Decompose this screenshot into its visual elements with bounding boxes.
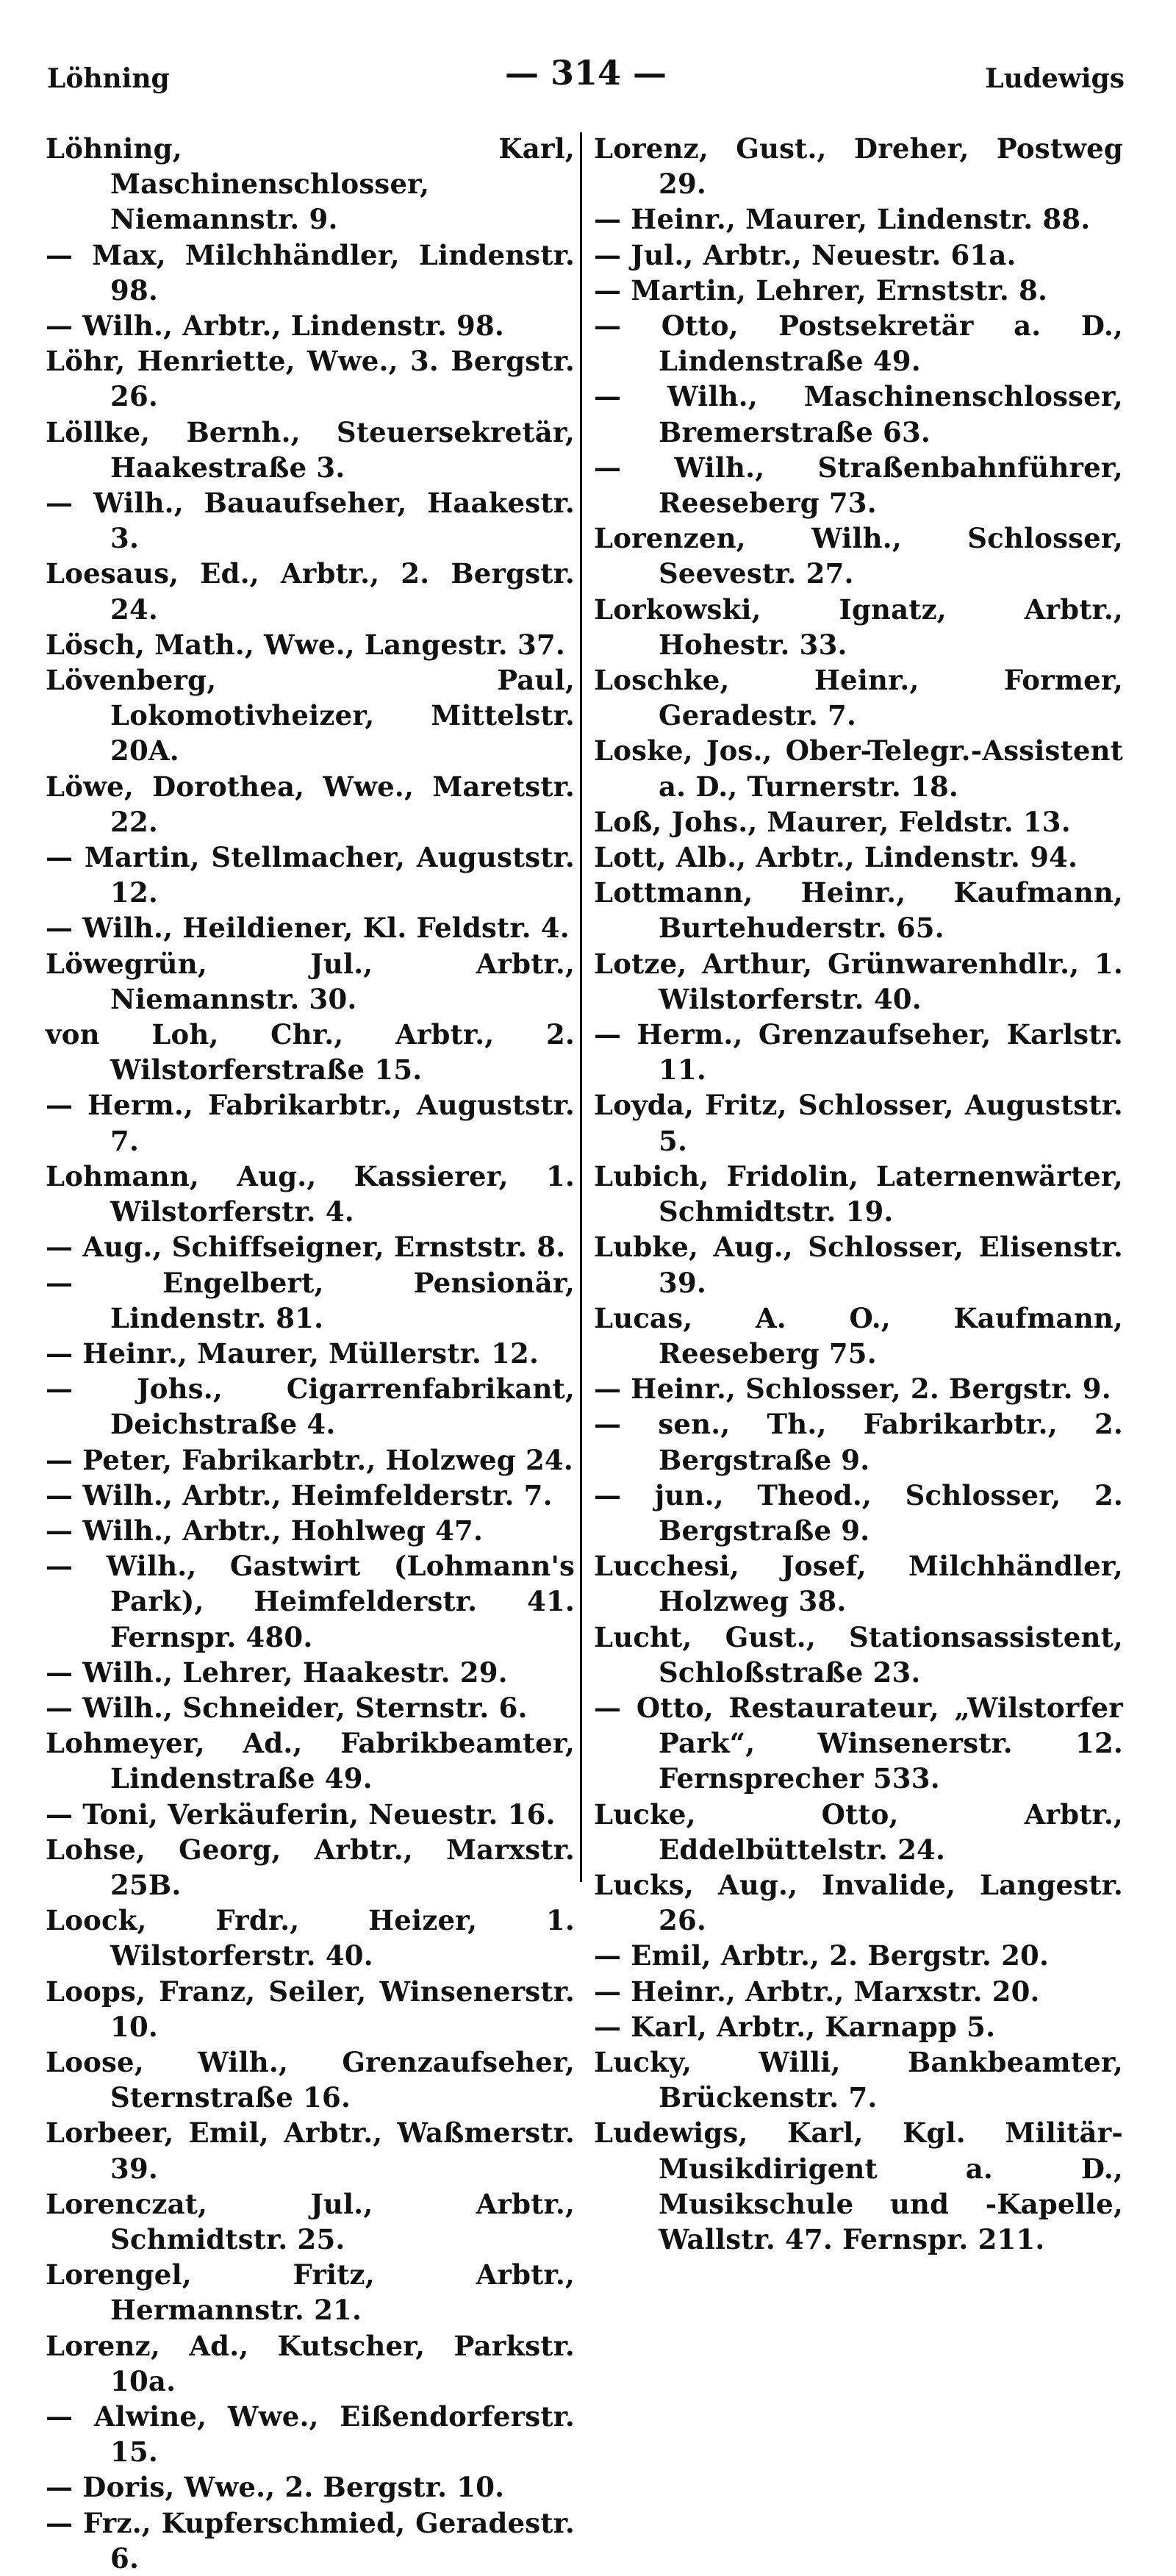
directory-entry: — Heinr., Arbtr., Marxstr. 20. (594, 1975, 1040, 2008)
column-divider (580, 132, 582, 1882)
directory-entry: — Engelbert, Pensionär, Lindenstr. 81. (46, 1266, 575, 1334)
directory-entry: Loesaus, Ed., Arbtr., 2. Bergstr. 24. (46, 557, 575, 626)
directory-entry: Ludewigs, Karl, Kgl. Militär-Musikdirigent a. D., Musikschule und -Kapelle, Wallstr. 47. Fernspr. 211. (594, 2117, 1123, 2255)
directory-entry: Lorbeer, Emil, Arbtr., Waßmerstr. 39. (46, 2117, 575, 2185)
directory-entry: Loose, Wilh., Grenzaufseher, Sternstraße 16. (46, 2045, 575, 2114)
directory-entry: Lucky, Willi, Bankbeamter, Brückenstr. 7. (594, 2045, 1123, 2114)
directory-entry: Löwe, Dorothea, Wwe., Maretstr. 22. (46, 770, 575, 838)
directory-entry: Lucchesi, Josef, Milchhändler, Holzweg 38. (594, 1550, 1123, 1618)
directory-entry: — Alwine, Wwe., Eißendorferstr. 15. (46, 2400, 575, 2469)
directory-entry: Lorenz, Gust., Dreher, Postweg 29. (594, 132, 1123, 201)
directory-entry: Loops, Franz, Seiler, Winsenerstr. 10. (46, 1975, 575, 2043)
directory-entry: — Max, Milchhändler, Lindenstr. 98. (46, 238, 575, 307)
directory-entry: Lotze, Arthur, Grünwarenhdlr., 1. Wilstorferstr. 40. (594, 947, 1123, 1015)
directory-entry: — Peter, Fabrikarbtr., Holzweg 24. (46, 1443, 573, 1476)
directory-entry: — Herm., Fabrikarbtr., Auguststr. 7. (46, 1089, 575, 1157)
directory-entry: — Herm., Grenzaufseher, Karlstr. 11. (594, 1018, 1123, 1087)
directory-entry: Loyda, Fritz, Schlosser, Auguststr. 5. (594, 1089, 1123, 1157)
directory-entry: — Wilh., Gastwirt (Lohmann's Park), Heimfelderstr. 41. Fernspr. 480. (46, 1550, 575, 1653)
directory-entry: Loske, Jos., Ober-Telegr.-Assistent a. D., Turnerstr. 18. (594, 734, 1123, 803)
directory-entry: von Loh, Chr., Arbtr., 2. Wilstorferstraße 15. (46, 1018, 575, 1087)
directory-entry: — Otto, Postsekretär a. D., Lindenstraße 49. (594, 310, 1123, 378)
directory-entry: Loock, Frdr., Heizer, 1. Wilstorferstr. 40. (46, 1904, 575, 1972)
directory-entry: — Wilh., Arbtr., Lindenstr. 98. (46, 310, 504, 343)
directory-entry: — Jul., Arbtr., Neuestr. 61a. (594, 238, 1017, 271)
page-header (47, 47, 1125, 99)
directory-entry: Löwegrün, Jul., Arbtr., Niemannstr. 30. (46, 947, 575, 1015)
directory-entry: Lorenczat, Jul., Arbtr., Schmidtstr. 25. (46, 2187, 575, 2255)
directory-entry: Lorenz, Ad., Kutscher, Parkstr. 10a. (46, 2329, 575, 2397)
directory-entry: Lott, Alb., Arbtr., Lindenstr. 94. (594, 841, 1078, 874)
directory-entry: — Frz., Kupferschmied, Geradestr. 6. (46, 2506, 575, 2575)
directory-entry: Löllke, Bernh., Steuersekretär, Haakestraße 3. (46, 415, 575, 484)
directory-entry: — Wilh., Heildiener, Kl. Feldstr. 4. (46, 912, 570, 945)
directory-entry: — Wilh., Bauaufseher, Haakestr. 3. (46, 487, 575, 555)
directory-entry: Lövenberg, Paul, Lokomotivheizer, Mittelstr. 20A. (46, 664, 575, 768)
directory-entry: Lubke, Aug., Schlosser, Elisenstr. 39. (594, 1231, 1123, 1299)
directory-entry: Lorkowski, Ignatz, Arbtr., Hohestr. 33. (594, 593, 1123, 661)
directory-entry: — Heinr., Schlosser, 2. Bergstr. 9. (594, 1373, 1111, 1406)
directory-entry: Lucke, Otto, Arbtr., Eddelbüttelstr. 24. (594, 1797, 1123, 1866)
directory-entry: — Wilh., Lehrer, Haakestr. 29. (46, 1656, 508, 1689)
directory-entry: — jun., Theod., Schlosser, 2. Bergstraße 9. (594, 1478, 1123, 1547)
directory-entry: Löhr, Henriette, Wwe., 3. Bergstr. 26. (46, 345, 575, 413)
right-column (594, 131, 1123, 2257)
directory-entry: — Wilh., Schneider, Sternstr. 6. (46, 1691, 528, 1724)
directory-entry: Lohmann, Aug., Kassierer, 1. Wilstorferstr. 4. (46, 1159, 575, 1228)
directory-entry: — Heinr., Maurer, Müllerstr. 12. (46, 1337, 539, 1370)
page-number: — 314 — (504, 53, 667, 93)
left-column (46, 131, 575, 2576)
directory-entry: — sen., Th., Fabrikarbtr., 2. Bergstraße 9. (594, 1408, 1123, 1476)
directory-entry: — Martin, Stellmacher, Auguststr. 12. (46, 841, 575, 909)
directory-entry: Lottmann, Heinr., Kaufmann, Burtehuderstr. 65. (594, 876, 1123, 945)
directory-entry: Löhning, Karl, Maschinenschlosser, Niemannstr. 9. (46, 132, 575, 236)
directory-entry: — Aug., Schiffseigner, Ernststr. 8. (46, 1231, 566, 1264)
header-right-catchword: Ludewigs (985, 63, 1125, 94)
directory-entry: Lucht, Gust., Stationsassistent, Schloßstraße 23. (594, 1620, 1123, 1689)
directory-entry: — Wilh., Maschinenschlosser, Bremerstraße 63. (594, 380, 1123, 448)
directory-entry: Lubich, Fridolin, Laternenwärter, Schmidtstr. 19. (594, 1159, 1123, 1228)
header-left-catchword: Löhning (47, 63, 170, 94)
directory-entry: — Wilh., Arbtr., Heimfelderstr. 7. (46, 1478, 553, 1511)
directory-entry: Loß, Johs., Maurer, Feldstr. 13. (594, 805, 1071, 838)
directory-entry: — Wilh., Straßenbahnführer, Reeseberg 73. (594, 451, 1123, 520)
directory-entry: — Heinr., Maurer, Lindenstr. 88. (594, 203, 1091, 236)
directory-entry: — Doris, Wwe., 2. Bergstr. 10. (46, 2471, 505, 2504)
directory-entry: Lucas, A. O., Kaufmann, Reeseberg 75. (594, 1301, 1123, 1370)
directory-entry: — Toni, Verkäuferin, Neuestr. 16. (46, 1797, 556, 1831)
directory-entry: Lucks, Aug., Invalide, Langestr. 26. (594, 1868, 1123, 1937)
directory-entry: Lohse, Georg, Arbtr., Marxstr. 25B. (46, 1833, 575, 1901)
directory-entry: — Emil, Arbtr., 2. Bergstr. 20. (594, 1939, 1050, 1972)
directory-entry: — Wilh., Arbtr., Hohlweg 47. (46, 1514, 484, 1547)
directory-entry: Lohmeyer, Ad., Fabrikbeamter, Lindenstraße 49. (46, 1727, 575, 1795)
directory-entry: — Karl, Arbtr., Karnapp 5. (594, 2010, 996, 2043)
directory-entry: — Martin, Lehrer, Ernststr. 8. (594, 273, 1048, 307)
directory-entry: — Otto, Restaurateur, „Wilstorfer Park“, Winsenerstr. 12. Fernsprecher 533. (594, 1691, 1123, 1795)
directory-entry: — Johs., Cigarrenfabrikant, Deichstraße 4. (46, 1373, 575, 1441)
directory-entry: Lorenzen, Wilh., Schlosser, Seevestr. 27. (594, 522, 1123, 590)
directory-entry: Loschke, Heinr., Former, Geradestr. 7. (594, 664, 1123, 732)
directory-entry: Lösch, Math., Wwe., Langestr. 37. (46, 628, 565, 661)
directory-entry: Lorengel, Fritz, Arbtr., Hermannstr. 21. (46, 2258, 575, 2327)
